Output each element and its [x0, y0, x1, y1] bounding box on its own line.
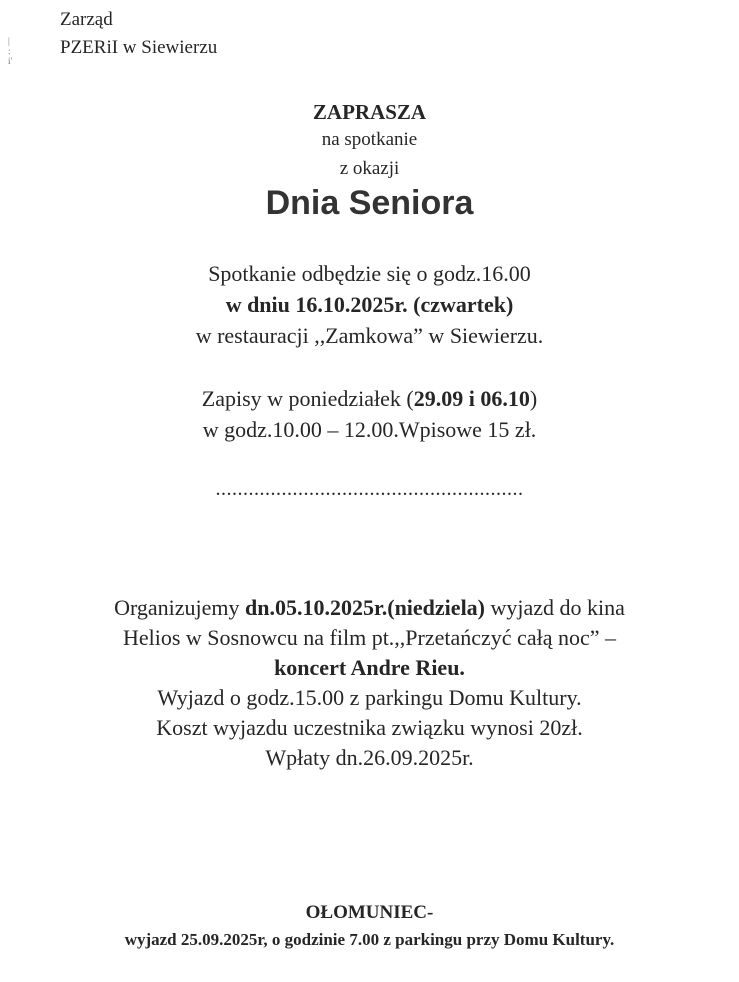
margin-mark: | : i' [8, 36, 13, 66]
organization-line-2: PZERiI w Siewierzu [60, 37, 218, 58]
cinema-trip-departure: Wyjazd o godz.15.00 z parkingu Domu Kultury. [157, 685, 582, 710]
invites-heading: ZAPRASZA [312, 100, 427, 124]
signup-suffix: ) [529, 386, 538, 411]
signup-hours: w godz.10.00 – 12.00.Wpisowe 15 zł. [202, 417, 537, 442]
signup-prefix: Zapisy w poniedziałek ( [201, 386, 414, 411]
cinema-trip-payments: Wpłaty dn.26.09.2025r. [265, 745, 474, 770]
event-title: Dnia Seniora [265, 184, 474, 222]
meeting-weekday: (czwartek) [413, 292, 514, 317]
cinema-trip-lead-end: wyjazd do kina [485, 595, 625, 620]
olomouc-trip-details: wyjazd 25.09.2025r, o godzinie 7.00 z parkingu przy Domu Kultury. [124, 930, 615, 949]
occasion-text: z okazji [339, 158, 400, 179]
dotted-separator: ........................................................ [215, 478, 524, 500]
meeting-date [0, 289, 739, 320]
signup-dates-value: 29.09 i 06.10 [413, 386, 530, 411]
cinema-trip-date: dn.05.10.2025r.(niedziela) [245, 595, 486, 620]
meeting-time: Spotkanie odbędzie się o godz.16.00 [208, 261, 531, 286]
cinema-trip-line-1 [0, 592, 739, 623]
signup-dates [0, 383, 739, 414]
organization-line-1: Zarząd [60, 9, 113, 30]
cinema-trip-line-2: Helios w Sosnowcu na film pt.,,Przetańczyć całą noc” – [122, 625, 616, 650]
olomouc-trip-title: OŁOMUNIEC- [305, 902, 434, 923]
cinema-trip-lead: Organizujemy [114, 595, 246, 620]
meeting-date-value: w dniu 16.10.2025r. [225, 292, 408, 317]
concert-name: koncert Andre Rieu. [274, 655, 465, 680]
cinema-trip-concert [0, 652, 739, 683]
meeting-place: w restauracji ,,Zamkowa” w Siewierzu. [195, 323, 544, 348]
cinema-trip-cost: Koszt wyjazdu uczestnika związku wynosi 20zł. [156, 715, 583, 740]
to-meeting-text: na spotkanie [321, 129, 418, 150]
